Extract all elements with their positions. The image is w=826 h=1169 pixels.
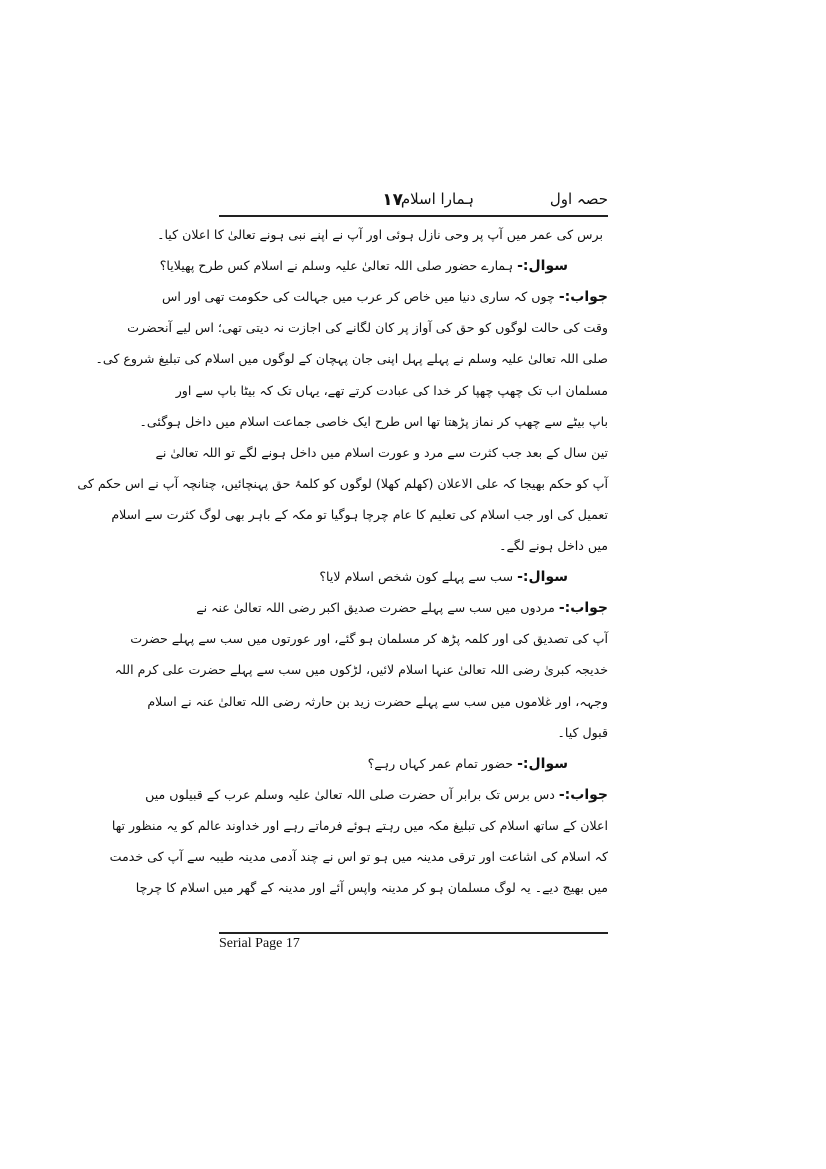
text-line [155, 442, 608, 464]
serial-page-footer: Serial Page 17 [219, 936, 300, 951]
line-text: مسلمان اب تک چھپ چھپا کر خدا کی عبادت کرتے تھے، یہاں تک کہ بیٹا باپ سے اور [175, 382, 608, 398]
line-text: خدیجہ کبریٰ رضی اللہ تعالیٰ عنہا اسلام لائیں، لڑکوں میں سب سے پہلے حضرت علی کرم اللہ [114, 662, 608, 678]
line-text: آپ کو حکم بھیجا کہ علی الاعلان (کھلم کھلا) لوگوں کو کلمۂ حق پہنچائیں، چنانچہ آپ نے اس حکم کی [77, 475, 608, 491]
text-line [139, 411, 608, 433]
question-label: سوال:- [517, 258, 568, 275]
text-line [130, 628, 608, 650]
text-line [147, 691, 608, 713]
text-line [135, 877, 608, 899]
text-line [111, 504, 608, 526]
header-page-number: ۱۷ [382, 190, 403, 210]
text-line [219, 722, 608, 744]
line-text: آپ کی تصدیق کی اور کلمہ پڑھ کر مسلمان ہو گئے، اور عورتوں میں سب سے پہلے حضرت [130, 631, 608, 647]
line-text: ہمارے حضور صلی اللہ تعالیٰ علیہ وسلم نے اسلام کس طرح پھیلایا؟ [159, 258, 514, 274]
line-text: برس کی عمر میں آپ پر وحی نازل ہوئی اور آپ نے اپنے نبی ہونے تعالیٰ کا اعلان کیا۔ [157, 227, 603, 242]
question-label: سوال:- [517, 755, 568, 772]
text-line [159, 255, 568, 277]
line-text: مردوں میں سب سے پہلے حضرت صدیق اکبر رضی اللہ تعالیٰ عنہ نے [196, 600, 555, 616]
line-text: اعلان کے ساتھ اسلام کی تبلیغ مکہ میں رہتے ہوئے فرماتے رہے اور خداوند عالم کو یہ منظور تھا [111, 817, 608, 833]
header-rule [219, 215, 608, 217]
line-text: قبول کیا۔ [557, 724, 608, 740]
text-line [196, 597, 608, 619]
line-text: تعمیل کی اور جب اسلام کی تعلیم کا عام چرچا ہوگیا تو مکہ کے باہر بھی لوگ کثرت سے اسلام [111, 506, 608, 522]
line-text: صلی اللہ تعالیٰ علیہ وسلم نے پہلے پہل اپنی جان پہچان کے لوگوں میں اسلام کی تبلیغ شروع کی۔ [95, 351, 608, 367]
line-text: میں بھیج دیے۔ یہ لوگ مسلمان ہو کر مدینہ واپس آئے اور مدینہ کے گھر میں اسلام کا چرچا [135, 880, 608, 896]
text-line [175, 380, 608, 402]
answer-label: جواب:- [558, 289, 608, 306]
answer-label: جواب:- [558, 786, 608, 803]
line-text: باپ بیٹے سے چھپ کر نماز پڑھتا تھا اس طرح ایک خاصی جماعت اسلام میں داخل ہوگئی۔ [139, 413, 608, 429]
line-text: حضور تمام عمر کہاں رہے؟ [367, 755, 514, 771]
line-text: دس برس تک برابر آں حضرت صلی اللہ تعالیٰ علیہ وسلم عرب کے قبیلوں میں [145, 786, 555, 802]
question-label: سوال:- [517, 569, 568, 586]
footer-rule [219, 932, 608, 934]
text-line [109, 846, 608, 868]
text-line [127, 317, 608, 339]
text-line [95, 348, 608, 370]
text-line [219, 566, 568, 588]
line-text: سب سے پہلے کون شخص اسلام لایا؟ [319, 569, 514, 585]
header-part-label: حصہ اول [549, 190, 608, 208]
line-text: میں داخل ہونے لگے۔ [499, 538, 608, 553]
line-text: وجہہ، اور غلاموں میں سب سے پہلے حضرت زید بن حارثہ رضی اللہ تعالیٰ عنہ نے اسلام [147, 693, 608, 709]
text-line [162, 286, 608, 308]
answer-label: جواب:- [558, 600, 608, 617]
text-line [219, 535, 608, 557]
text-line [77, 473, 608, 495]
line-text: چوں کہ ساری دنیا میں خاص کر عرب میں جہالت کی حکومت تھی اور اس [162, 289, 555, 305]
running-header [219, 188, 608, 218]
text-line [114, 659, 608, 681]
line-text: کہ اسلام کی اشاعت اور ترقی مدینہ میں ہو تو اس نے چند آدمی مدینہ طیبہ سے آپ کی خدمت [109, 849, 608, 864]
text-line [145, 784, 608, 806]
text-line [219, 753, 568, 775]
text-line [111, 815, 608, 837]
header-book-title: ہمارا اسلام [400, 190, 474, 208]
line-text: وقت کی حالت لوگوں کو حق کی آواز پر کان لگانے کی اجازت نہ دیتی تھی؛ اس لیے آنحضرت [127, 320, 608, 336]
line-text: تین سال کے بعد جب کثرت سے مرد و عورت اسلام میں داخل ہونے لگے تو اللہ تعالیٰ نے [155, 444, 608, 460]
text-line [157, 224, 603, 246]
